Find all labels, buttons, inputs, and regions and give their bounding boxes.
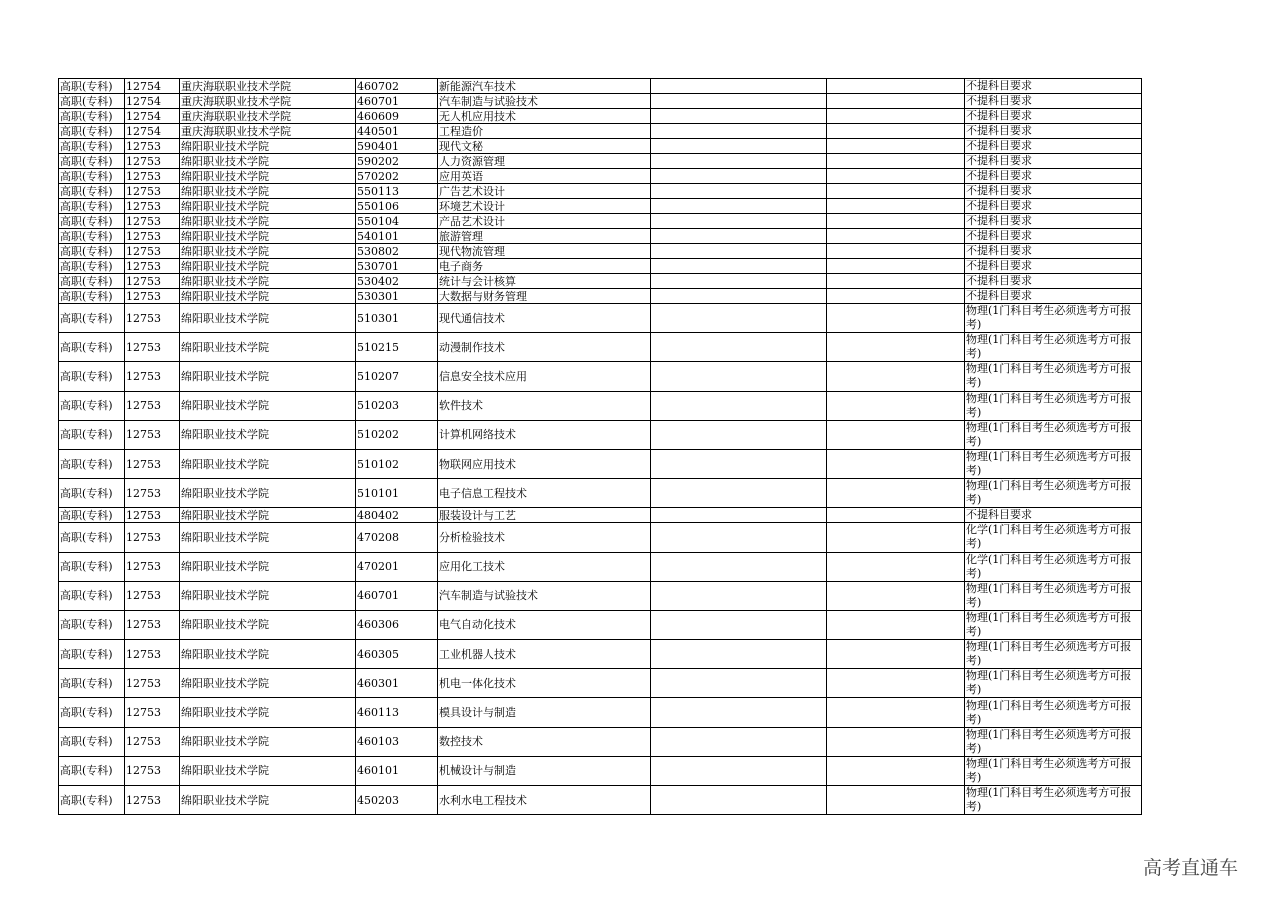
school-name-cell: 绵阳职业技术学院 bbox=[180, 391, 356, 420]
school-name-cell: 绵阳职业技术学院 bbox=[180, 449, 356, 478]
blank-cell bbox=[651, 669, 827, 698]
school-code-cell: 12753 bbox=[125, 727, 180, 756]
school-code-cell: 12753 bbox=[125, 581, 180, 610]
table-row bbox=[59, 289, 1142, 304]
major-code-cell: 460609 bbox=[356, 109, 438, 124]
blank-cell bbox=[651, 479, 827, 508]
school-code-cell: 12753 bbox=[125, 479, 180, 508]
level-cell: 高职(专科) bbox=[59, 669, 125, 698]
major-name-cell: 广告艺术设计 bbox=[438, 184, 651, 199]
blank-cell bbox=[827, 391, 965, 420]
blank-cell bbox=[651, 581, 827, 610]
subject-requirement-cell: 不提科目要求 bbox=[965, 199, 1142, 214]
level-cell: 高职(专科) bbox=[59, 244, 125, 259]
blank-cell bbox=[651, 199, 827, 214]
school-name-cell: 绵阳职业技术学院 bbox=[180, 786, 356, 815]
blank-cell bbox=[651, 109, 827, 124]
major-code-cell: 460306 bbox=[356, 610, 438, 639]
school-name-cell: 重庆海联职业技术学院 bbox=[180, 109, 356, 124]
blank-cell bbox=[651, 698, 827, 727]
table-row bbox=[59, 698, 1142, 727]
blank-cell bbox=[827, 756, 965, 785]
level-cell: 高职(专科) bbox=[59, 229, 125, 244]
major-code-cell: 460101 bbox=[356, 756, 438, 785]
table-row bbox=[59, 199, 1142, 214]
school-code-cell: 12753 bbox=[125, 259, 180, 274]
major-code-cell: 510101 bbox=[356, 479, 438, 508]
blank-cell bbox=[827, 727, 965, 756]
school-code-cell: 12753 bbox=[125, 640, 180, 669]
school-code-cell: 12753 bbox=[125, 420, 180, 449]
blank-cell bbox=[827, 94, 965, 109]
blank-cell bbox=[651, 449, 827, 478]
major-name-cell: 工业机器人技术 bbox=[438, 640, 651, 669]
school-name-cell: 绵阳职业技术学院 bbox=[180, 139, 356, 154]
table-row bbox=[59, 169, 1142, 184]
subject-requirement-cell: 物理(1门科目考生必须选考方可报考) bbox=[965, 640, 1142, 669]
major-code-cell: 530301 bbox=[356, 289, 438, 304]
school-name-cell: 绵阳职业技术学院 bbox=[180, 154, 356, 169]
table-row bbox=[59, 756, 1142, 785]
school-code-cell: 12753 bbox=[125, 154, 180, 169]
table-row bbox=[59, 154, 1142, 169]
table-row bbox=[59, 391, 1142, 420]
major-code-cell: 480402 bbox=[356, 508, 438, 523]
table-row bbox=[59, 214, 1142, 229]
major-name-cell: 环境艺术设计 bbox=[438, 199, 651, 214]
major-name-cell: 现代文秘 bbox=[438, 139, 651, 154]
blank-cell bbox=[827, 640, 965, 669]
subject-requirement-cell: 不提科目要求 bbox=[965, 508, 1142, 523]
level-cell: 高职(专科) bbox=[59, 552, 125, 581]
blank-cell bbox=[651, 304, 827, 333]
table-row bbox=[59, 139, 1142, 154]
major-code-cell: 510202 bbox=[356, 420, 438, 449]
major-name-cell: 数控技术 bbox=[438, 727, 651, 756]
level-cell: 高职(专科) bbox=[59, 610, 125, 639]
blank-cell bbox=[827, 479, 965, 508]
subject-requirement-cell: 不提科目要求 bbox=[965, 109, 1142, 124]
blank-cell bbox=[827, 79, 965, 94]
school-name-cell: 绵阳职业技术学院 bbox=[180, 214, 356, 229]
level-cell: 高职(专科) bbox=[59, 259, 125, 274]
major-name-cell: 电气自动化技术 bbox=[438, 610, 651, 639]
subject-requirement-cell: 物理(1门科目考生必须选考方可报考) bbox=[965, 786, 1142, 815]
subject-requirement-cell: 不提科目要求 bbox=[965, 259, 1142, 274]
school-code-cell: 12753 bbox=[125, 698, 180, 727]
blank-cell bbox=[651, 79, 827, 94]
blank-cell bbox=[827, 523, 965, 552]
school-code-cell: 12753 bbox=[125, 669, 180, 698]
school-name-cell: 重庆海联职业技术学院 bbox=[180, 79, 356, 94]
major-code-cell: 570202 bbox=[356, 169, 438, 184]
school-name-cell: 绵阳职业技术学院 bbox=[180, 523, 356, 552]
level-cell: 高职(专科) bbox=[59, 391, 125, 420]
table-row bbox=[59, 523, 1142, 552]
school-name-cell: 绵阳职业技术学院 bbox=[180, 669, 356, 698]
table-row bbox=[59, 727, 1142, 756]
subject-requirement-cell: 物理(1门科目考生必须选考方可报考) bbox=[965, 479, 1142, 508]
major-code-cell: 460113 bbox=[356, 698, 438, 727]
school-code-cell: 12753 bbox=[125, 610, 180, 639]
blank-cell bbox=[651, 229, 827, 244]
blank-cell bbox=[827, 362, 965, 391]
level-cell: 高职(专科) bbox=[59, 274, 125, 289]
school-name-cell: 绵阳职业技术学院 bbox=[180, 259, 356, 274]
school-code-cell: 12754 bbox=[125, 79, 180, 94]
blank-cell bbox=[651, 184, 827, 199]
major-name-cell: 机电一体化技术 bbox=[438, 669, 651, 698]
school-name-cell: 绵阳职业技术学院 bbox=[180, 479, 356, 508]
school-code-cell: 12754 bbox=[125, 94, 180, 109]
school-code-cell: 12753 bbox=[125, 523, 180, 552]
table-row bbox=[59, 669, 1142, 698]
school-name-cell: 绵阳职业技术学院 bbox=[180, 229, 356, 244]
major-name-cell: 无人机应用技术 bbox=[438, 109, 651, 124]
subject-requirement-cell: 不提科目要求 bbox=[965, 94, 1142, 109]
major-code-cell: 550104 bbox=[356, 214, 438, 229]
major-code-cell: 510203 bbox=[356, 391, 438, 420]
blank-cell bbox=[651, 214, 827, 229]
level-cell: 高职(专科) bbox=[59, 479, 125, 508]
major-name-cell: 信息安全技术应用 bbox=[438, 362, 651, 391]
blank-cell bbox=[651, 786, 827, 815]
major-name-cell: 服装设计与工艺 bbox=[438, 508, 651, 523]
blank-cell bbox=[651, 154, 827, 169]
major-name-cell: 应用英语 bbox=[438, 169, 651, 184]
major-name-cell: 大数据与财务管理 bbox=[438, 289, 651, 304]
level-cell: 高职(专科) bbox=[59, 756, 125, 785]
subject-requirement-cell: 物理(1门科目考生必须选考方可报考) bbox=[965, 756, 1142, 785]
table-row bbox=[59, 552, 1142, 581]
school-code-cell: 12753 bbox=[125, 274, 180, 289]
major-code-cell: 510301 bbox=[356, 304, 438, 333]
major-name-cell: 产品艺术设计 bbox=[438, 214, 651, 229]
blank-cell bbox=[651, 362, 827, 391]
school-code-cell: 12753 bbox=[125, 184, 180, 199]
school-name-cell: 绵阳职业技术学院 bbox=[180, 420, 356, 449]
school-name-cell: 绵阳职业技术学院 bbox=[180, 304, 356, 333]
major-name-cell: 模具设计与制造 bbox=[438, 698, 651, 727]
major-name-cell: 现代物流管理 bbox=[438, 244, 651, 259]
blank-cell bbox=[651, 289, 827, 304]
major-name-cell: 旅游管理 bbox=[438, 229, 651, 244]
subject-requirement-cell: 物理(1门科目考生必须选考方可报考) bbox=[965, 304, 1142, 333]
school-name-cell: 绵阳职业技术学院 bbox=[180, 244, 356, 259]
subject-requirement-cell: 化学(1门科目考生必须选考方可报考) bbox=[965, 552, 1142, 581]
blank-cell bbox=[827, 184, 965, 199]
level-cell: 高职(专科) bbox=[59, 154, 125, 169]
blank-cell bbox=[651, 94, 827, 109]
subject-requirement-cell: 物理(1门科目考生必须选考方可报考) bbox=[965, 698, 1142, 727]
blank-cell bbox=[827, 289, 965, 304]
major-code-cell: 450203 bbox=[356, 786, 438, 815]
subject-requirement-cell: 不提科目要求 bbox=[965, 139, 1142, 154]
major-name-cell: 应用化工技术 bbox=[438, 552, 651, 581]
major-code-cell: 440501 bbox=[356, 124, 438, 139]
major-name-cell: 汽车制造与试验技术 bbox=[438, 581, 651, 610]
blank-cell bbox=[827, 274, 965, 289]
admission-table bbox=[58, 78, 1142, 815]
school-code-cell: 12754 bbox=[125, 109, 180, 124]
major-name-cell: 水利水电工程技术 bbox=[438, 786, 651, 815]
subject-requirement-cell: 不提科目要求 bbox=[965, 154, 1142, 169]
major-name-cell: 电子信息工程技术 bbox=[438, 479, 651, 508]
level-cell: 高职(专科) bbox=[59, 362, 125, 391]
table-row bbox=[59, 259, 1142, 274]
school-code-cell: 12753 bbox=[125, 508, 180, 523]
subject-requirement-cell: 不提科目要求 bbox=[965, 289, 1142, 304]
blank-cell bbox=[827, 109, 965, 124]
table-row bbox=[59, 449, 1142, 478]
blank-cell bbox=[651, 508, 827, 523]
watermark-logo-text: 高考直通车 bbox=[1143, 857, 1239, 879]
subject-requirement-cell: 不提科目要求 bbox=[965, 229, 1142, 244]
school-name-cell: 绵阳职业技术学院 bbox=[180, 199, 356, 214]
major-code-cell: 530701 bbox=[356, 259, 438, 274]
blank-cell bbox=[651, 610, 827, 639]
table-row bbox=[59, 244, 1142, 259]
school-name-cell: 绵阳职业技术学院 bbox=[180, 169, 356, 184]
blank-cell bbox=[651, 420, 827, 449]
level-cell: 高职(专科) bbox=[59, 199, 125, 214]
major-code-cell: 530402 bbox=[356, 274, 438, 289]
school-name-cell: 绵阳职业技术学院 bbox=[180, 362, 356, 391]
school-code-cell: 12753 bbox=[125, 391, 180, 420]
school-name-cell: 绵阳职业技术学院 bbox=[180, 610, 356, 639]
table-row bbox=[59, 581, 1142, 610]
major-code-cell: 460305 bbox=[356, 640, 438, 669]
school-code-cell: 12753 bbox=[125, 229, 180, 244]
school-name-cell: 绵阳职业技术学院 bbox=[180, 640, 356, 669]
level-cell: 高职(专科) bbox=[59, 698, 125, 727]
level-cell: 高职(专科) bbox=[59, 109, 125, 124]
level-cell: 高职(专科) bbox=[59, 94, 125, 109]
table-row bbox=[59, 786, 1142, 815]
school-code-cell: 12754 bbox=[125, 124, 180, 139]
blank-cell bbox=[651, 756, 827, 785]
blank-cell bbox=[827, 581, 965, 610]
blank-cell bbox=[651, 391, 827, 420]
table-row bbox=[59, 479, 1142, 508]
subject-requirement-cell: 物理(1门科目考生必须选考方可报考) bbox=[965, 449, 1142, 478]
level-cell: 高职(专科) bbox=[59, 420, 125, 449]
subject-requirement-cell: 物理(1门科目考生必须选考方可报考) bbox=[965, 669, 1142, 698]
blank-cell bbox=[827, 124, 965, 139]
major-code-cell: 590401 bbox=[356, 139, 438, 154]
school-name-cell: 绵阳职业技术学院 bbox=[180, 581, 356, 610]
table-row bbox=[59, 508, 1142, 523]
level-cell: 高职(专科) bbox=[59, 449, 125, 478]
major-name-cell: 工程造价 bbox=[438, 124, 651, 139]
table-row bbox=[59, 184, 1142, 199]
level-cell: 高职(专科) bbox=[59, 214, 125, 229]
school-code-cell: 12753 bbox=[125, 214, 180, 229]
major-code-cell: 540101 bbox=[356, 229, 438, 244]
major-name-cell: 汽车制造与试验技术 bbox=[438, 94, 651, 109]
blank-cell bbox=[651, 259, 827, 274]
major-code-cell: 550106 bbox=[356, 199, 438, 214]
major-code-cell: 460301 bbox=[356, 669, 438, 698]
school-code-cell: 12753 bbox=[125, 786, 180, 815]
major-code-cell: 550113 bbox=[356, 184, 438, 199]
level-cell: 高职(专科) bbox=[59, 508, 125, 523]
major-code-cell: 510207 bbox=[356, 362, 438, 391]
blank-cell bbox=[651, 124, 827, 139]
school-code-cell: 12753 bbox=[125, 333, 180, 362]
school-name-cell: 绵阳职业技术学院 bbox=[180, 508, 356, 523]
subject-requirement-cell: 物理(1门科目考生必须选考方可报考) bbox=[965, 581, 1142, 610]
major-name-cell: 计算机网络技术 bbox=[438, 420, 651, 449]
level-cell: 高职(专科) bbox=[59, 581, 125, 610]
blank-cell bbox=[827, 698, 965, 727]
major-name-cell: 分析检验技术 bbox=[438, 523, 651, 552]
school-name-cell: 绵阳职业技术学院 bbox=[180, 333, 356, 362]
major-code-cell: 510102 bbox=[356, 449, 438, 478]
school-code-cell: 12753 bbox=[125, 449, 180, 478]
level-cell: 高职(专科) bbox=[59, 124, 125, 139]
subject-requirement-cell: 不提科目要求 bbox=[965, 79, 1142, 94]
blank-cell bbox=[827, 199, 965, 214]
school-code-cell: 12753 bbox=[125, 199, 180, 214]
major-name-cell: 电子商务 bbox=[438, 259, 651, 274]
subject-requirement-cell: 物理(1门科目考生必须选考方可报考) bbox=[965, 391, 1142, 420]
blank-cell bbox=[651, 169, 827, 184]
level-cell: 高职(专科) bbox=[59, 79, 125, 94]
major-code-cell: 460103 bbox=[356, 727, 438, 756]
subject-requirement-cell: 物理(1门科目考生必须选考方可报考) bbox=[965, 420, 1142, 449]
blank-cell bbox=[827, 304, 965, 333]
school-code-cell: 12753 bbox=[125, 756, 180, 785]
blank-cell bbox=[827, 214, 965, 229]
level-cell: 高职(专科) bbox=[59, 289, 125, 304]
table-row bbox=[59, 333, 1142, 362]
blank-cell bbox=[827, 229, 965, 244]
blank-cell bbox=[651, 244, 827, 259]
level-cell: 高职(专科) bbox=[59, 333, 125, 362]
major-name-cell: 物联网应用技术 bbox=[438, 449, 651, 478]
major-name-cell: 新能源汽车技术 bbox=[438, 79, 651, 94]
major-code-cell: 470208 bbox=[356, 523, 438, 552]
subject-requirement-cell: 化学(1门科目考生必须选考方可报考) bbox=[965, 523, 1142, 552]
blank-cell bbox=[651, 727, 827, 756]
school-name-cell: 绵阳职业技术学院 bbox=[180, 289, 356, 304]
major-code-cell: 460701 bbox=[356, 94, 438, 109]
blank-cell bbox=[827, 552, 965, 581]
school-name-cell: 绵阳职业技术学院 bbox=[180, 756, 356, 785]
blank-cell bbox=[651, 333, 827, 362]
major-code-cell: 590202 bbox=[356, 154, 438, 169]
level-cell: 高职(专科) bbox=[59, 523, 125, 552]
school-name-cell: 绵阳职业技术学院 bbox=[180, 552, 356, 581]
subject-requirement-cell: 不提科目要求 bbox=[965, 169, 1142, 184]
table-row bbox=[59, 109, 1142, 124]
blank-cell bbox=[827, 244, 965, 259]
subject-requirement-cell: 不提科目要求 bbox=[965, 184, 1142, 199]
blank-cell bbox=[651, 139, 827, 154]
level-cell: 高职(专科) bbox=[59, 727, 125, 756]
major-code-cell: 530802 bbox=[356, 244, 438, 259]
table-row bbox=[59, 420, 1142, 449]
blank-cell bbox=[651, 552, 827, 581]
blank-cell bbox=[827, 449, 965, 478]
table-row bbox=[59, 229, 1142, 244]
major-code-cell: 460702 bbox=[356, 79, 438, 94]
blank-cell bbox=[827, 333, 965, 362]
major-name-cell: 现代通信技术 bbox=[438, 304, 651, 333]
subject-requirement-cell: 物理(1门科目考生必须选考方可报考) bbox=[965, 333, 1142, 362]
blank-cell bbox=[827, 420, 965, 449]
subject-requirement-cell: 不提科目要求 bbox=[965, 124, 1142, 139]
level-cell: 高职(专科) bbox=[59, 184, 125, 199]
blank-cell bbox=[827, 786, 965, 815]
table-row bbox=[59, 94, 1142, 109]
school-name-cell: 重庆海联职业技术学院 bbox=[180, 124, 356, 139]
table-row bbox=[59, 124, 1142, 139]
blank-cell bbox=[827, 154, 965, 169]
school-name-cell: 绵阳职业技术学院 bbox=[180, 727, 356, 756]
level-cell: 高职(专科) bbox=[59, 786, 125, 815]
blank-cell bbox=[827, 508, 965, 523]
school-code-cell: 12753 bbox=[125, 139, 180, 154]
major-name-cell: 统计与会计核算 bbox=[438, 274, 651, 289]
level-cell: 高职(专科) bbox=[59, 640, 125, 669]
subject-requirement-cell: 不提科目要求 bbox=[965, 214, 1142, 229]
major-name-cell: 机械设计与制造 bbox=[438, 756, 651, 785]
subject-requirement-cell: 不提科目要求 bbox=[965, 244, 1142, 259]
blank-cell bbox=[827, 669, 965, 698]
major-name-cell: 人力资源管理 bbox=[438, 154, 651, 169]
table-row bbox=[59, 79, 1142, 94]
school-name-cell: 重庆海联职业技术学院 bbox=[180, 94, 356, 109]
blank-cell bbox=[827, 139, 965, 154]
school-code-cell: 12753 bbox=[125, 289, 180, 304]
table-row bbox=[59, 640, 1142, 669]
table-row bbox=[59, 304, 1142, 333]
school-name-cell: 绵阳职业技术学院 bbox=[180, 274, 356, 289]
blank-cell bbox=[651, 640, 827, 669]
school-code-cell: 12753 bbox=[125, 304, 180, 333]
school-code-cell: 12753 bbox=[125, 169, 180, 184]
school-code-cell: 12753 bbox=[125, 362, 180, 391]
level-cell: 高职(专科) bbox=[59, 139, 125, 154]
table-row bbox=[59, 362, 1142, 391]
table-row bbox=[59, 274, 1142, 289]
level-cell: 高职(专科) bbox=[59, 304, 125, 333]
subject-requirement-cell: 物理(1门科目考生必须选考方可报考) bbox=[965, 610, 1142, 639]
major-code-cell: 470201 bbox=[356, 552, 438, 581]
major-code-cell: 510215 bbox=[356, 333, 438, 362]
blank-cell bbox=[651, 274, 827, 289]
table-row bbox=[59, 610, 1142, 639]
blank-cell bbox=[827, 259, 965, 274]
blank-cell bbox=[827, 169, 965, 184]
major-name-cell: 软件技术 bbox=[438, 391, 651, 420]
blank-cell bbox=[827, 610, 965, 639]
school-name-cell: 绵阳职业技术学院 bbox=[180, 184, 356, 199]
school-code-cell: 12753 bbox=[125, 552, 180, 581]
subject-requirement-cell: 物理(1门科目考生必须选考方可报考) bbox=[965, 362, 1142, 391]
level-cell: 高职(专科) bbox=[59, 169, 125, 184]
major-name-cell: 动漫制作技术 bbox=[438, 333, 651, 362]
subject-requirement-cell: 不提科目要求 bbox=[965, 274, 1142, 289]
school-code-cell: 12753 bbox=[125, 244, 180, 259]
school-name-cell: 绵阳职业技术学院 bbox=[180, 698, 356, 727]
subject-requirement-cell: 物理(1门科目考生必须选考方可报考) bbox=[965, 727, 1142, 756]
major-code-cell: 460701 bbox=[356, 581, 438, 610]
blank-cell bbox=[651, 523, 827, 552]
